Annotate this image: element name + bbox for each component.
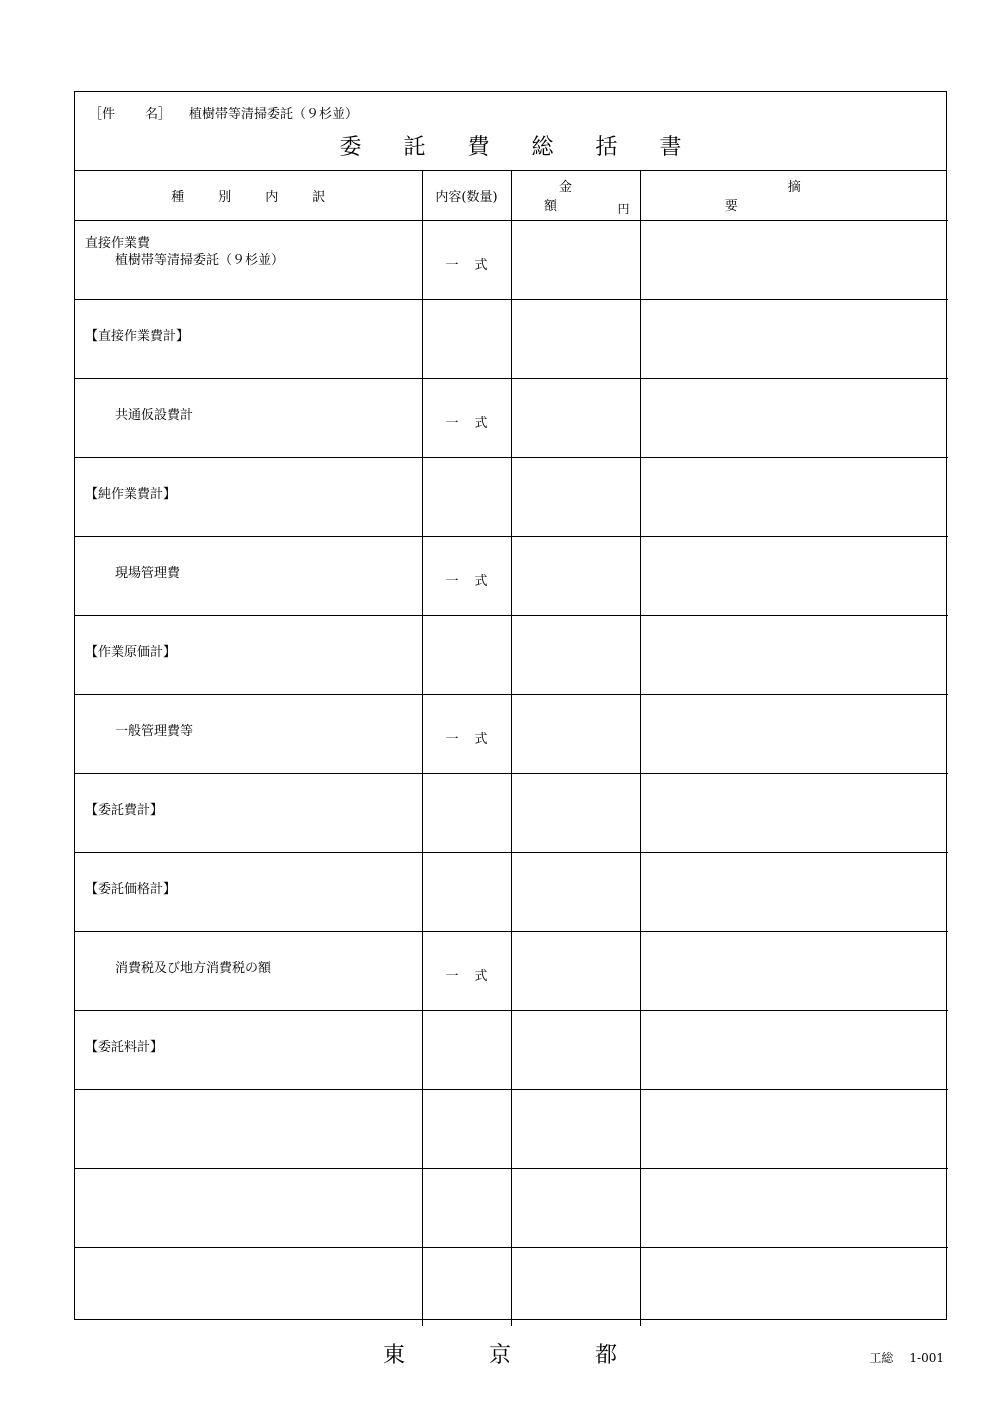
column-header-item-label: 種別内訳 (171, 189, 360, 205)
cell-amount (511, 220, 640, 299)
cell-item (75, 931, 422, 1010)
subject-label-open: ［件 (89, 107, 116, 122)
item-line1: 消費税及び地方消費税の額 (115, 960, 272, 976)
item-text (75, 774, 422, 819)
qty-text (423, 1090, 511, 1123)
column-header-note-label: 摘要 (724, 180, 927, 215)
item-text (75, 932, 422, 977)
qty-text: 一式 (445, 415, 504, 431)
cell-item (75, 536, 422, 615)
form-code-number: 1-001 (909, 1351, 944, 1365)
cell-item (75, 457, 422, 536)
qty-text: 一式 (445, 968, 504, 984)
item-text (75, 537, 422, 582)
qty-text (423, 300, 511, 333)
cell-note (640, 299, 948, 378)
cell-qty (422, 1089, 511, 1168)
item-text (75, 1169, 422, 1183)
qty-text (423, 1011, 511, 1044)
qty-text (423, 458, 511, 491)
cell-note (640, 615, 948, 694)
cell-amount (511, 378, 640, 457)
cell-amount (511, 1089, 640, 1168)
item-text (75, 1248, 422, 1262)
document-title: 委託費総括書 (339, 135, 724, 160)
cell-item (75, 1010, 422, 1089)
subject-label-close: 名］ (145, 107, 172, 122)
cell-amount (511, 1168, 640, 1247)
cell-note (640, 457, 948, 536)
cell-qty (422, 457, 511, 536)
cell-item (75, 378, 422, 457)
table-row (75, 931, 948, 1010)
table-row (75, 299, 948, 378)
title-block (75, 92, 946, 171)
cell-note (640, 1247, 948, 1326)
cell-item (75, 1089, 422, 1168)
item-text (75, 379, 422, 424)
subject-value: 植樹帯等清掃委託（９杉並） (189, 107, 359, 122)
qty-text (423, 853, 511, 886)
table-row (75, 536, 948, 615)
cell-amount (511, 457, 640, 536)
table-header-row (75, 171, 948, 220)
qty-text: 一式 (445, 573, 504, 589)
table-row (75, 457, 948, 536)
column-header-qty-label: 内容(数量) (435, 189, 498, 205)
item-line1: 【直接作業費計】 (85, 328, 190, 344)
qty-text (423, 1169, 511, 1202)
item-text (75, 1090, 422, 1104)
cell-item (75, 220, 422, 299)
cell-qty (422, 378, 511, 457)
cell-note (640, 536, 948, 615)
cell-note (640, 852, 948, 931)
organization-name: 東京都 (382, 1343, 701, 1368)
table-body (75, 220, 948, 1326)
cell-item (75, 852, 422, 931)
cell-note (640, 1010, 948, 1089)
table-row (75, 615, 948, 694)
form-code-prefix: 工総 (869, 1351, 894, 1365)
cell-note (640, 931, 948, 1010)
cell-note (640, 694, 948, 773)
cell-item (75, 1247, 422, 1326)
item-line1: 共通仮設費計 (115, 407, 194, 423)
item-line1: 【作業原価計】 (85, 644, 177, 660)
cell-item (75, 694, 422, 773)
qty-text (423, 616, 511, 649)
item-line2: 植樹帯等清掃委託（９杉並） (115, 252, 285, 268)
cell-qty (422, 931, 511, 1010)
table-row (75, 1010, 948, 1089)
cell-amount (511, 615, 640, 694)
table-row (75, 220, 948, 299)
item-text (75, 300, 422, 345)
cell-amount (511, 299, 640, 378)
cell-item (75, 615, 422, 694)
cell-qty (422, 694, 511, 773)
cell-amount (511, 694, 640, 773)
column-header-note (640, 171, 948, 220)
item-text (75, 616, 422, 661)
column-header-qty (422, 171, 511, 220)
item-line1: 直接作業費 (85, 235, 151, 251)
cell-note (640, 1089, 948, 1168)
item-text (75, 458, 422, 503)
table-row (75, 1168, 948, 1247)
item-line1: 現場管理費 (115, 565, 181, 581)
item-text (75, 221, 422, 269)
cell-item (75, 773, 422, 852)
subject-line (89, 103, 358, 122)
table-row (75, 852, 948, 931)
cell-amount (511, 1010, 640, 1089)
cell-qty (422, 1247, 511, 1326)
item-line1: 一般管理費等 (115, 723, 194, 739)
cell-qty (422, 220, 511, 299)
qty-text (423, 774, 511, 807)
column-header-item (75, 171, 422, 220)
item-text (75, 695, 422, 740)
item-line1: 【委託料計】 (85, 1039, 164, 1055)
cell-note (640, 1168, 948, 1247)
table-row (75, 1089, 948, 1168)
qty-text: 一式 (445, 257, 504, 273)
cell-amount (511, 931, 640, 1010)
item-line1: 【委託価格計】 (85, 881, 177, 897)
cell-qty (422, 299, 511, 378)
amount-unit: 円 (617, 201, 630, 216)
cell-amount (511, 852, 640, 931)
cell-note (640, 378, 948, 457)
cell-item (75, 299, 422, 378)
cell-item (75, 1168, 422, 1247)
cell-qty (422, 773, 511, 852)
qty-text (423, 1248, 511, 1281)
item-line1: 【純作業費計】 (85, 486, 177, 502)
item-text (75, 1011, 422, 1056)
column-header-amount (511, 171, 640, 220)
summary-sheet (74, 91, 947, 1320)
cost-table (75, 171, 948, 1326)
cell-qty (422, 536, 511, 615)
cell-note (640, 220, 948, 299)
cell-qty (422, 1168, 511, 1247)
form-code (869, 1349, 944, 1366)
cell-amount (511, 536, 640, 615)
table-row (75, 694, 948, 773)
cell-qty (422, 1010, 511, 1089)
qty-text: 一式 (445, 731, 504, 747)
table-row (75, 378, 948, 457)
column-header-amount-label: 金額 (543, 180, 622, 215)
cell-amount (511, 773, 640, 852)
table-row (75, 1247, 948, 1326)
cell-qty (422, 852, 511, 931)
cell-note (640, 773, 948, 852)
table-row (75, 773, 948, 852)
cell-amount (511, 1247, 640, 1326)
cell-qty (422, 615, 511, 694)
item-line1: 【委託費計】 (85, 802, 164, 818)
item-text (75, 853, 422, 898)
